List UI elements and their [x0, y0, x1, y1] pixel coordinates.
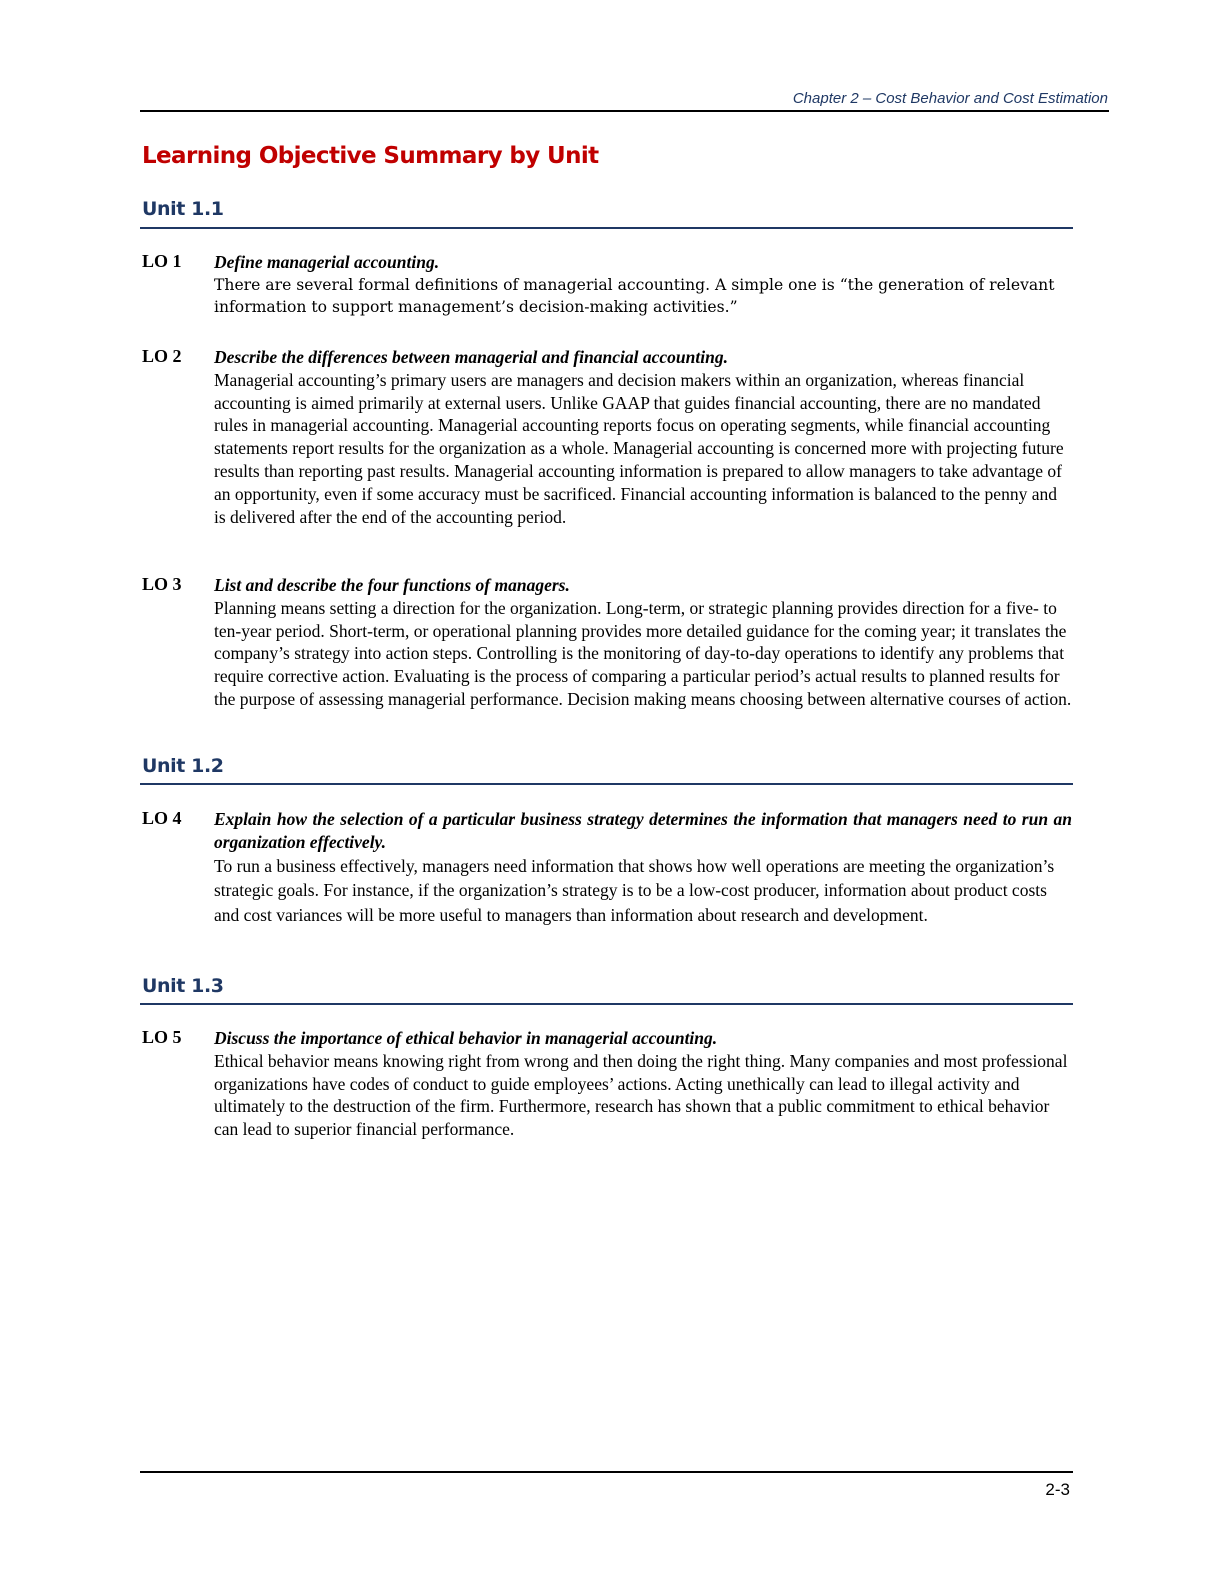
lo-summary: There are several formal definitions of managerial accounting. A simple one is “the generation of relevant information to support management’s decision-making activities.” [214, 275, 1055, 317]
unit-divider [140, 783, 1073, 785]
unit-divider [140, 227, 1073, 229]
lo-summary: To run a business effectively, managers need information that shows how well operations are meeting the organization’s strategic goals. For instance, if the organization’s strategy is to be a low-cost producer, information about product costs and cost variances will be more useful to managers than information about research and development. [214, 855, 1055, 926]
lo-summary: Managerial accounting’s primary users are managers and decision makers within an organization, whereas financial accounting is aimed primarily at external users. Unlike GAAP that guides financial accounting, there are no mandated rules in managerial accounting. Managerial accounting reports focus on operating segments, while financial accounting statements report results for the organization as a whole. Managerial accounting is concerned more with projecting future results than reporting past results. Managerial accounting information is prepared to allow managers to take advantage of an opportunity, even if some accuracy must be sacrificed. Financial accounting information is balanced to the penny and is delivered after the end of the accounting period. [214, 369, 1064, 527]
running-header: Chapter 2 – Cost Behavior and Cost Estimation [792, 90, 1108, 107]
lo-summary: Planning means setting a direction for the organization. Long-term, or strategic planning provides direction for a five- to ten-year period. Short-term, or operational planning provides more detailed guidance for the coming year; it translates the company’s strategy into action steps. Controlling is the monitoring of day-to-day operations to identify any problems that require corrective action. Evaluating is the process of comparing a particular period’s actual results to planned results for the purpose of assessing managerial performance. Decision making means choosing between alternative courses of action. [214, 597, 1072, 709]
learning-objective [142, 574, 1072, 711]
page-number: 2-3 [1045, 1480, 1070, 1499]
lo-summary: Ethical behavior means knowing right from wrong and then doing the right thing. Many companies and most professional organizations have codes of conduct to guide employees’ actions. Acting unethically can lead to illegal activity and ultimately to the destruction of the firm. Furthermore, research has shown that a public commitment to ethical behavior can lead to superior financial performance. [214, 1050, 1068, 1140]
lo-objective: Explain how the selection of a particular business strategy determines the information that managers need to run an organization effectively. [214, 809, 1072, 852]
lo-objective: Discuss the importance of ethical behavior in managerial accounting. [214, 1028, 718, 1048]
header-divider [140, 110, 1109, 112]
learning-objective [142, 808, 1072, 928]
lo-number: LO 1 [142, 251, 182, 271]
lo-objective: List and describe the four functions of managers. [214, 575, 570, 595]
lo-number: LO 2 [142, 346, 182, 366]
learning-objective [142, 346, 1072, 528]
unit-heading: Unit 1.2 [142, 755, 224, 777]
lo-number: LO 3 [142, 574, 182, 594]
lo-number: LO 5 [142, 1027, 182, 1047]
lo-objective: Describe the differences between managerial and financial accounting. [214, 347, 728, 367]
unit-divider [140, 1003, 1073, 1005]
unit-heading: Unit 1.3 [142, 975, 224, 997]
learning-objective [142, 251, 1072, 319]
unit-heading: Unit 1.1 [142, 198, 224, 220]
lo-number: LO 4 [142, 808, 182, 828]
lo-objective: Define managerial accounting. [214, 252, 440, 272]
learning-objective [142, 1027, 1072, 1141]
page-title: Learning Objective Summary by Unit [142, 143, 599, 169]
footer-divider [140, 1471, 1073, 1473]
